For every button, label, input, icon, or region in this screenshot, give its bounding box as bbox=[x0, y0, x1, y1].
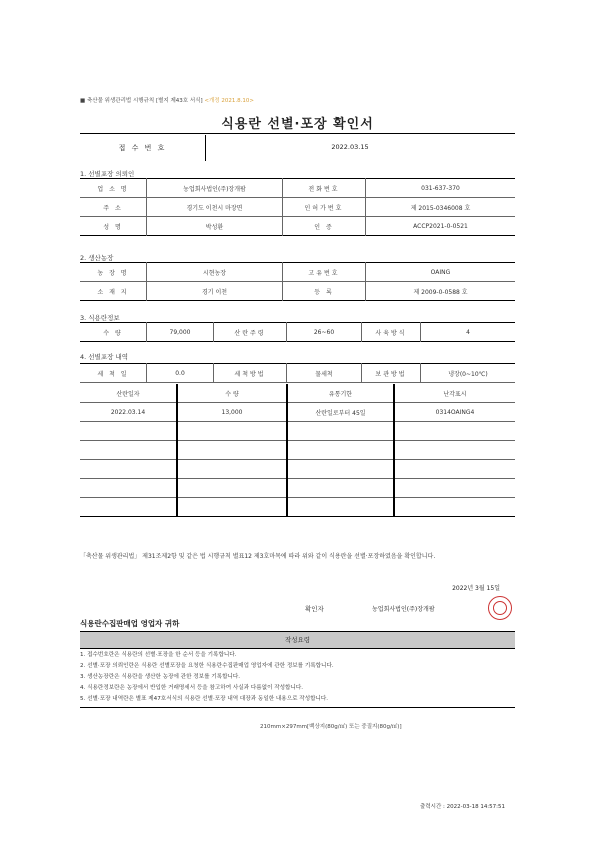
cell-value: 26~60 bbox=[287, 323, 362, 342]
section2-heading: 2. 생산농장 bbox=[80, 254, 114, 262]
column-header: 산란일자 bbox=[80, 384, 177, 403]
table-row bbox=[80, 498, 515, 517]
table-row bbox=[80, 460, 515, 479]
cell-value: 0314OAING4 bbox=[394, 403, 515, 422]
cell-value: 제 2009-0-0588 호 bbox=[413, 288, 468, 296]
confirmation-statement: 「축산물 위생관리법」 제31조제2항 및 같은 법 시행규칙 별표12 제3호마목에 따라 위와 같이 식용란을 선별·포장하였음을 확인합니다. bbox=[80, 553, 436, 560]
table-row bbox=[80, 179, 515, 198]
cell-value bbox=[394, 479, 515, 498]
table-row bbox=[80, 323, 515, 342]
cell-value: 경기도 이천시 마장면 bbox=[147, 198, 283, 217]
print-time: 출력시간 : 2022-03-18 14:57:51 bbox=[420, 804, 506, 810]
method-item: 2. 선별·포장 의뢰인란은 식용란 선별포장을 요청한 식용란수집판매업 영업자에 관한 정보를 기록합니다. bbox=[80, 663, 334, 669]
official-stamp-icon bbox=[488, 596, 512, 620]
client-table bbox=[80, 178, 515, 236]
cell-value bbox=[80, 460, 177, 479]
cell-label: 세 척 일 bbox=[80, 364, 147, 383]
receipt-row bbox=[80, 133, 515, 161]
paper-spec: 210mm×297mm[백상지(80g/㎡) 또는 중질지(80g/㎡)] bbox=[260, 724, 402, 730]
receipt-label: 접 수 번 호 bbox=[118, 144, 167, 152]
recipient: 식용란수집판매업 영업자 귀하 bbox=[80, 619, 180, 628]
cell-value bbox=[394, 441, 515, 460]
cell-value: 031-637-370 bbox=[366, 179, 516, 198]
cell-label: 인 증 bbox=[283, 217, 366, 236]
cell-value: 13,000 bbox=[177, 403, 287, 422]
sorting-detail-table bbox=[80, 384, 515, 517]
cell-label: 소 재 지 bbox=[80, 282, 147, 301]
method-item: 1. 접수번호란은 식용란의 선별·포장을 한 순서 등을 기록합니다. bbox=[80, 652, 237, 658]
column-header: 수 량 bbox=[177, 384, 287, 403]
issue-date: 2022년 3월 15일 bbox=[452, 585, 500, 592]
revision-note: <개정 2021.8.10> bbox=[204, 98, 254, 104]
cell-label: 세척방법 bbox=[214, 364, 287, 383]
cell-value bbox=[394, 460, 515, 479]
cell-value bbox=[177, 498, 287, 517]
table-row bbox=[80, 479, 515, 498]
cell-label: 인허가번호 bbox=[283, 198, 366, 217]
column-header: 유통기한 bbox=[287, 384, 394, 403]
table-row bbox=[80, 441, 515, 460]
confirmer-name: 농업회사법인(주)장개팜 bbox=[372, 606, 435, 613]
farm-table bbox=[80, 262, 515, 301]
method-heading: 작성요령 bbox=[284, 636, 311, 644]
document-title: 식용란 선별·포장 확인서 bbox=[221, 117, 374, 132]
cell-label: 사육방식 bbox=[362, 323, 421, 342]
receipt-value: 2022.03.15 bbox=[331, 143, 369, 151]
method-heading-bar bbox=[80, 631, 515, 649]
cell-value bbox=[177, 460, 287, 479]
table-row bbox=[80, 263, 515, 282]
section4-heading: 4. 선별포장 내역 bbox=[80, 353, 129, 361]
cell-label: 성 명 bbox=[80, 217, 147, 236]
cell-value bbox=[80, 498, 177, 517]
cell-value bbox=[287, 441, 394, 460]
cell-value bbox=[287, 460, 394, 479]
cell-label: 등 록 bbox=[283, 282, 366, 301]
table-header-row bbox=[80, 384, 515, 403]
table-row bbox=[80, 403, 515, 422]
cell-label: 고유번호 bbox=[283, 263, 366, 282]
method-item: 5. 선별·포장 내역란은 별표 제47호서식의 식용란 선별·포장 내역 대장과 동일한 내용으로 작성합니다. bbox=[80, 696, 329, 702]
cell-value bbox=[287, 498, 394, 517]
cell-value bbox=[287, 422, 394, 441]
form-legal-note: ■ 축산물 위생관리법 시행규칙 [별지 제43호 서식] <개정 2021.8.10> bbox=[80, 98, 254, 104]
table-row bbox=[80, 422, 515, 441]
section3-heading: 3. 식용란정보 bbox=[80, 314, 120, 322]
cell-value bbox=[177, 422, 287, 441]
cell-value bbox=[80, 479, 177, 498]
table-row bbox=[80, 364, 515, 383]
cell-label: 수 량 bbox=[80, 323, 147, 342]
cell-value: OAING bbox=[366, 263, 516, 282]
cell-value bbox=[394, 498, 515, 517]
cell-label: 업 소 명 bbox=[80, 179, 147, 198]
method-item: 4. 식용란정보란은 농장에서 반입한 거래명세서 등을 참고하여 사실과 다름없이 작성합니다. bbox=[80, 685, 304, 691]
section1-heading: 1. 선별포장 의뢰인 bbox=[80, 170, 135, 178]
cell-value: 경기 이천 bbox=[147, 282, 283, 301]
cell-label: 주 소 bbox=[80, 198, 147, 217]
column-header: 난각표시 bbox=[394, 384, 515, 403]
confirmer-label: 확인자 bbox=[305, 605, 324, 613]
cell-label: 산란주령 bbox=[214, 323, 287, 342]
cell-value: 79,000 bbox=[147, 323, 214, 342]
cell-value: 0.0 bbox=[147, 364, 214, 383]
table-row bbox=[80, 198, 515, 217]
cell-value bbox=[80, 441, 177, 460]
cell-label: 전화번호 bbox=[283, 179, 366, 198]
cell-value: 농업회사법인(주)장개팜 bbox=[147, 179, 283, 198]
table-row bbox=[80, 282, 515, 301]
cell-value: 4 bbox=[466, 328, 470, 336]
cell-value bbox=[177, 441, 287, 460]
cell-value: 물세척 bbox=[287, 364, 362, 383]
cell-value: ACCP2021-0-0521 bbox=[413, 222, 468, 230]
cell-value bbox=[287, 479, 394, 498]
receipt-separator bbox=[205, 135, 206, 161]
cell-value: 시현농장 bbox=[147, 263, 283, 282]
table-row bbox=[80, 217, 515, 236]
cell-value: 2022.03.14 bbox=[80, 403, 177, 422]
sorting-meta-table bbox=[80, 363, 515, 383]
cell-label: 농 장 명 bbox=[80, 263, 147, 282]
method-list bbox=[80, 650, 515, 708]
cell-value: 제 2015-0346008 호 bbox=[366, 198, 516, 217]
cell-value bbox=[394, 422, 515, 441]
cell-value: 박성환 bbox=[147, 217, 283, 236]
cell-value: 냉장(0~10℃) bbox=[421, 364, 516, 383]
cell-value bbox=[177, 479, 287, 498]
cell-value: 산란일로부터 45일 bbox=[287, 403, 394, 422]
cell-value bbox=[80, 422, 177, 441]
cell-label: 보관방법 bbox=[362, 364, 421, 383]
egg-info-table bbox=[80, 322, 515, 342]
method-item: 3. 생산농장란은 식용란을 생산한 농장에 관한 정보를 기록합니다. bbox=[80, 674, 241, 680]
